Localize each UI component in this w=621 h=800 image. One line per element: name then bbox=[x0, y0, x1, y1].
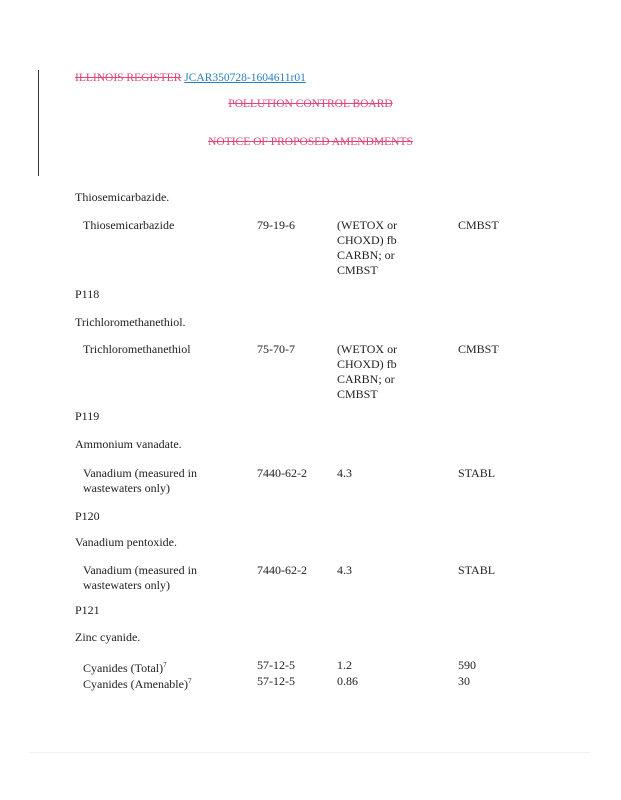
notice-header: NOTICE OF PROPOSED AMENDMENTS bbox=[208, 136, 413, 148]
nonwastewater-standard: 590 bbox=[458, 658, 476, 672]
wastewater-standard: (WETOX or CHOXD) fb CARBN; or CMBST bbox=[337, 342, 398, 401]
cas-number: 79-19-6 bbox=[257, 218, 295, 232]
constituent-name: Trichloromethanethiol bbox=[83, 342, 191, 356]
entry-description: Trichloromethanethiol. bbox=[75, 315, 186, 329]
footer-rule bbox=[30, 752, 590, 753]
waste-code: P121 bbox=[75, 603, 100, 617]
register-header bbox=[75, 72, 306, 84]
constituent-name: Cyanides (Amenable)$^7$ bbox=[83, 677, 192, 691]
wastewater-standard: 0.86 bbox=[337, 674, 358, 688]
waste-code: P120 bbox=[75, 509, 100, 523]
cas-number: 75-70-7 bbox=[257, 342, 295, 356]
constituent-name: Cyanides (Total)$^7$ bbox=[83, 661, 167, 675]
entry-description: Vanadium pentoxide. bbox=[75, 535, 177, 549]
wastewater-standard: 1.2 bbox=[337, 658, 352, 672]
entry-description: Ammonium vanadate. bbox=[75, 437, 182, 451]
waste-code: P119 bbox=[75, 409, 100, 423]
inserted-register-id: JCAR350728-1604611r01 bbox=[184, 72, 306, 84]
footnote-marker: 7 bbox=[187, 677, 192, 685]
board-header: POLLUTION CONTROL BOARD bbox=[228, 98, 393, 110]
constituent-name: Vanadium (measured in wastewaters only) bbox=[83, 563, 197, 592]
footnote-marker: 7 bbox=[163, 661, 167, 669]
cas-number: 57-12-5 bbox=[257, 674, 295, 688]
wastewater-standard: (WETOX or CHOXD) fb CARBN; or CMBST bbox=[337, 218, 398, 277]
constituent-name: Thiosemicarbazide bbox=[83, 218, 175, 232]
wastewater-standard: 4.3 bbox=[337, 563, 352, 577]
cas-number: 57-12-5 bbox=[257, 658, 295, 672]
waste-code: P118 bbox=[75, 287, 100, 301]
nonwastewater-standard: 30 bbox=[458, 674, 470, 688]
cas-number: 7440-62-2 bbox=[257, 466, 307, 480]
nonwastewater-standard: CMBST bbox=[458, 218, 499, 232]
entry-description: Zinc cyanide. bbox=[75, 630, 141, 644]
entry-description: Thiosemicarbazide. bbox=[75, 190, 170, 204]
cas-number: 7440-62-2 bbox=[257, 563, 307, 577]
nonwastewater-standard: CMBST bbox=[458, 342, 499, 356]
struck-register-text: ILLINOIS REGISTER bbox=[75, 72, 182, 84]
constituent-name: Vanadium (measured in wastewaters only) bbox=[83, 466, 197, 495]
wastewater-standard: 4.3 bbox=[337, 466, 352, 480]
nonwastewater-standard: STABL bbox=[458, 466, 496, 480]
change-bar bbox=[38, 70, 39, 176]
nonwastewater-standard: STABL bbox=[458, 563, 496, 577]
